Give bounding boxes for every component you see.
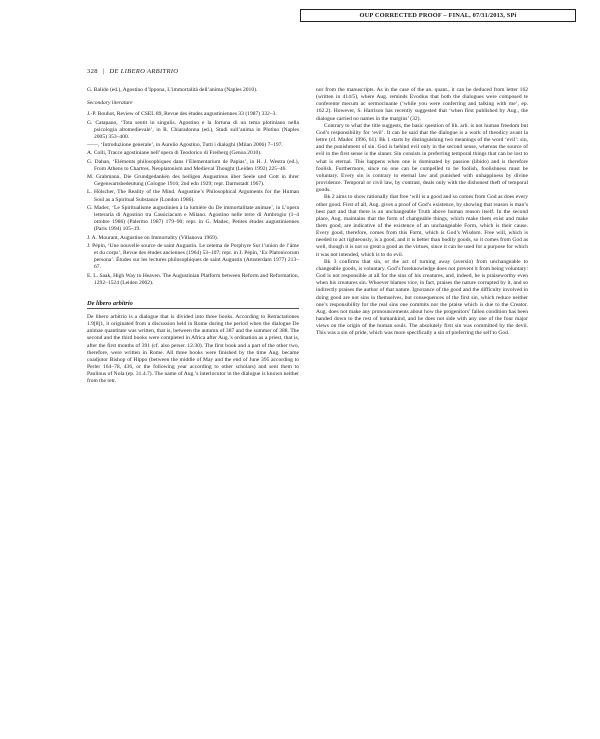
- body-paragraph: Contrary to what the title suggests, the basic question of lib. arb. is not human freedom but God’s responsibility for ‘evil’. It can be said that the dialogue is a work of theodicy avant la lettre (cf. Madec 1996, 61). Bk 1 starts by distinguishing two meanings of the word ‘evil’: sin, and the punishment of sin. God is behind evil only in the second sense, whereas the source of evil in the first sense is the sinner. Sin consists in preferring temporal things that can be lost to what is eternal. This happens when one is dominated by passion (libido) and is therefore foolish. Furthermore, since no one can be compelled to be foolish, foolishness must be voluntary. Every sin is contrary to eternal law and punished with unhappiness by divine providence. Temporal or civil law, by contrast, deals only with the dishonest theft of temporal goods.: [316, 122, 528, 194]
- bibliography-entry: L. Hölscher, The Reality of the Mind. Augustine’s Philosophical Arguments for the Human Soul as a Spiritual Substance (London 1986).: [87, 189, 299, 203]
- running-head: [87, 68, 178, 75]
- bibliography-entry: J. Pépin, ‘Une nouvelle source de saint Augustin. Le zetema de Porphyre Sur l’union de l’âme et du corps’, Revue des études anciennes (1964) 53–107; repr. in J. Pépin, ‘Ex Platonicorum persona’. Études sur les lectures philosophiques de saint Augustin (Amsterdam 1977) 213–67.: [87, 242, 299, 271]
- body-paragraph: Bk 2 aims to show rationally that free ‘will is a good and so comes from God as does every other good. First of all, Aug. gives a proof of God’s existence, by showing that reason is man’s best part and that there is an unchangeable Truth above human reason itself. In the second place, Aug. maintains that the form of changeable things, which make them exist and make them good, are indicative of the existence of an unchangeable Form, which is their cause. Every good, therefore, comes from this Form, which is God’s Wisdom. Free will, which is needed to act righteously, is a good, and it is better than bodily goods, so it comes from God as well, though it is not so great a good as the virtues, since it can be used for a purpose for which it was not intended, which is to do evil.: [316, 194, 528, 258]
- left-column: [87, 87, 299, 386]
- body-paragraph: nor from the manuscripts. As in the case of the an. quant., it can be deduced from letter 162 (written in 414/5), where Aug. reminds Evodius that both the dialogues were composed te conferente mecum ac sermocinante (‘while you were conferring and talking with me’, ep. 162.2). However, S. Harrison has recently suggested that ‘when first published by Aug., the dialogue carried no names in the margins’ (32).: [316, 87, 528, 122]
- bibliography-entry: M. Grabmann, Die Grundgedanken des heiligen Augustinus über Seele und Gott in ihrer Gegenwartsbedeutung (Cologne 1916; 2nd edn 1929; repr. Darmstadt 1967).: [87, 174, 299, 188]
- bibliography-entry: G. Catapano, ‘Tota sentit in singulis. Agostino e la fortuna di un tema plotiniano nella psicologia altomedievale’, in R. Chiaradonna (ed.), Studi sull’anima in Plotino (Naples 2005) 353–400.: [87, 119, 299, 140]
- right-column: [316, 87, 528, 337]
- bibliography-entry: E. L. Saak, High Way to Heaven. The Augustinian Platform between Reform and Reformation, 1292–1524 (Leiden 2002).: [87, 272, 299, 286]
- running-head-title: DE LIBERO ARBITRIO: [109, 68, 179, 75]
- proof-banner: OUP CORRECTED PROOF – FINAL, 07/31/2013, SPi: [300, 9, 576, 22]
- bibliography-entry: G. Balido (ed.), Agostino d’Ippona, L’immortalità dell’anima (Naples 2010).: [87, 87, 258, 93]
- bibliography-entry: A. Colli, Tracce agostiniane nell’opera di Teodorico di Freiberg (Genoa 2010).: [87, 150, 262, 157]
- bibliography-entry: G. Madec, ‘Le Spiritualisme augustinien à la lumière du De immortalitate animae’, in L’opera letteraria di Agostino tra Cassiciacum e Milano. Agostino nelle terre di Ambrogio (1–4 ottobre 1986) (Palermo 1987) 179–90; repr. in G. Madec, Petites études augustiniennes (Paris 1994) 105–19.: [87, 204, 299, 233]
- section-heading: De libero arbitrio: [87, 300, 299, 309]
- secondary-literature-label: Secondary literature: [87, 100, 133, 107]
- page-number: 328: [87, 68, 98, 75]
- body-paragraph: De libero arbitrio is a dialogue that is divided into three books. According to Retractationes 1.9[8]1, it originated from a discussion held in Rome during the period when the dialogue De animae quantitate was written, that is, between the autumn of 387 and the summer of 388. The second and the third books were completed in Africa after Aug.’s ordination as a priest, that is, after the first months of 391 (cf. also perser. 12.30). The first book and a part of the other two, therefore, were written in Rome. All three books were finished by the time Aug. became coadjutor Bishop of Hippo (between the middle of May and the end of June 395 according to Perler 164–78, 436, or the following year according to other scholars) and sent them to Paulinus of Nola (ep. 31.4.7). The name of Aug.’s interlocutor in the dialogue is known neither from the retr.: [87, 314, 299, 385]
- running-head-separator: |: [102, 68, 105, 75]
- bibliography-entry: J. A. Mourant, Augustine on Immortality (Villanova 1969).: [87, 234, 219, 241]
- bibliography-entry: G. Dahan, ‘Eléments philosophiques dans l’Elementarium de Papias’, in H. J. Westra (ed.), From Athens to Chartres. Neoplatonism and Medieval Thought (Leiden 1992) 225–46.: [87, 158, 299, 172]
- bibliography-entry: ——, ‘Introduzione generale’, in Aurelio Agostino, Tutti i dialoghi (Milan 2006) 7–197.: [87, 142, 283, 149]
- bibliography-entry: J.-P. Bouhot, Review of CSEL 89, Revue des études augustiniennes 33 (1987) 332–3.: [87, 111, 277, 118]
- body-paragraph: Bk 3 confirms that sin, or the act of turning away (aversio) from unchangeable to changeable goods, is voluntary. God’s foreknowledge does not prevent it from being voluntary: God is not responsible at all for the sins of his creatures, and, indeed, he is praiseworthy even when his creatures sin. Whoever blames vice, in fact, praises the nature corrupted by it, and so indirectly praises the author of that nature. Ignorance of the good and the difficulty involved in doing good are not sins in themselves, but consequences of the first sin, which reduce neither one’s responsibility for the real sins one commits nor the praise which is due to the Creator. Aug. does not make any pronouncements about how the progenitors’ fallen condition has been handed down to the rest of humankind, and he does not side with any one of the four major views on the origin of the human souls. The absolutely first sin was committed by the devil. This was a sin of pride, which was more specifically a sin of preferring the self to God.: [316, 258, 528, 337]
